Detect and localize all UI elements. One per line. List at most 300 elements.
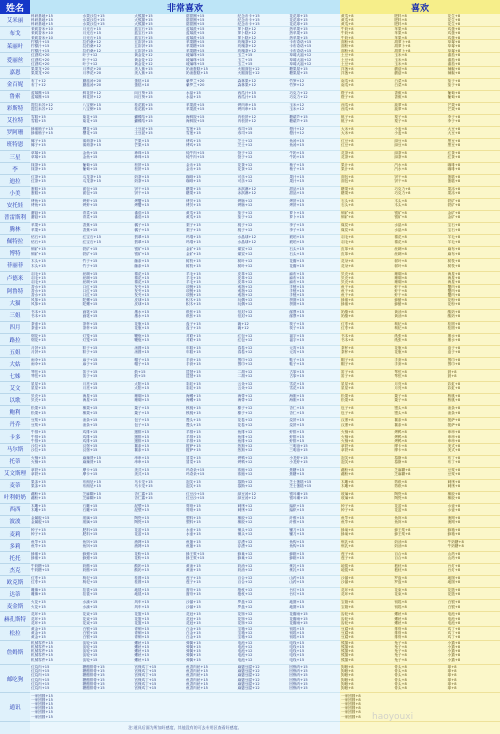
like-gift: 手套+8 [394,358,407,363]
like-gift: 珊瑚+8 [394,271,407,276]
like-gift: 炼乳+8 [341,540,354,545]
like-gift: 巧克力+8 [394,191,411,196]
like-gift: 面粉+8 [341,44,354,49]
like-gift: 慕斯+8 [394,459,407,464]
love-gift: 白银+15 [82,626,98,631]
like-gift: 芒果+8 [447,102,461,107]
like-gift: 橙子+8 [341,90,354,95]
like-gift: 薯条+8 [394,418,407,423]
like-gift: 木头+8 [394,199,407,204]
love-gift: 菊花+15 [82,119,98,124]
love-gift: 柠檬汁+15 [31,44,50,49]
love-gift: 银耳羹+15 [289,491,308,496]
love-gift: 羊排+15 [186,438,201,443]
like-gift: 花束+8 [394,588,407,593]
love-gift: 沙漏+15 [186,600,201,605]
like-row [340,223,500,235]
like-gift: 金矿+8 [447,211,461,216]
love-gift: 钥匙+15 [289,635,305,640]
like-row [340,322,500,334]
like-gift: 玉米+8 [394,53,407,58]
love-gift: 芒果+15 [134,143,150,148]
like-gift: 蜂蜜+8 [341,297,354,302]
love-row [30,382,340,394]
love-gift: 玛奇朵+15 [186,471,205,476]
love-gift: 鱼排+12 [237,434,253,439]
love-gift: 机械零件+15 [31,645,53,650]
love-gift: 剪纸+15 [186,503,201,508]
love-gift: 蜂王浆+15 [186,556,205,561]
love-gift: 芝士+12 [237,138,253,143]
love-gift: 小龙虾+15 [289,459,308,464]
love-gift: 巧克力+12 [289,94,308,99]
love-gift: 玛瑙+15 [186,239,201,244]
love-gift: 乌龙茶+15 [82,179,102,184]
love-gift: 笛子+15 [82,370,98,375]
love-gift: 羊排+15 [186,434,201,439]
love-gift: 金属板+15 [31,520,50,525]
love-gift: 串串+15 [134,455,150,460]
love-gift: 琵琶+15 [186,370,201,375]
love-gift: 鱼香肉丝+15 [186,669,208,674]
love-gift: 苹果糖+15 [186,44,205,49]
love-gift: 炼乳+15 [289,568,305,573]
love-gift: 芝士蛋糕+15 [289,479,312,484]
love-row [30,310,340,322]
like-gift: 水晶+8 [394,223,407,228]
like-gift: 鸡蛋+8 [447,27,461,32]
love-gift: 木雕+15 [31,503,46,508]
love-gift: 宝箱+12 [237,626,253,631]
love-gift: 抹茶+15 [31,167,46,172]
like-gift: 地图+8 [447,580,461,585]
love-gift: 甜甜圈+15 [186,14,205,18]
love-gift: 苹果糖+15 [186,40,205,45]
villager-name: 松拉 [0,627,30,641]
like-gift: 种子+8 [341,508,354,513]
villager-name: 金百妮 [0,79,30,91]
villager-name: 茱丽叶 [0,40,30,53]
like-gift: 糖果+8 [341,191,354,196]
like-gift: 红枣+8 [341,326,354,331]
love-gift: 茄子+12 [237,215,253,220]
love-gift: 茉莉香米+10 [31,31,53,36]
love-gift: 咖啡+15 [186,175,201,180]
love-row [30,272,340,285]
love-gift: 烧饼+15 [289,418,305,423]
love-gift: 回锅肉+15 [289,681,308,686]
love-gift: 鱼饵+15 [82,544,98,549]
villager-name: 爱丽丝 [0,53,30,66]
like-gift: 琴弦+8 [394,370,407,375]
love-gift: 齿轮+15 [82,645,98,650]
love-row [30,641,340,665]
love-gift: 大熊猫+15 [134,14,153,18]
like-gift: 鱼饵+8 [394,520,407,525]
love-gift: 橘子+15 [134,223,150,228]
like-gift: 番茄+8 [447,57,461,62]
love-gift: 月饼+15 [31,350,46,355]
love-gift: 莲子+15 [186,576,201,581]
like-gift: 陶瓷+8 [394,496,407,501]
love-gift: 樱花+15 [82,126,98,131]
love-gift: 齿轮+15 [82,653,98,658]
love-gift: 钻石+15 [31,239,46,244]
love-gift: 果冻+15 [31,483,46,488]
like-row [340,14,500,27]
love-gift: 肉松饼+12 [237,119,257,124]
like-gift: 茄子+8 [447,82,461,87]
love-gift: 金鱼+15 [82,155,98,160]
like-gift: 一家团圆+8 [341,714,361,719]
love-gift: 黄瓜+15 [186,211,201,216]
love-gift: 橡胶+12 [237,515,253,520]
love-gift: 蝴蝶结+15 [134,119,153,124]
love-gift: 饺子+12 [237,150,253,155]
love-gift: 钥匙+15 [289,626,305,631]
villager-name: 马尔斯 [0,444,30,456]
love-gift: 蜂蜜+15 [31,556,46,561]
villager-name: 李 [0,163,30,175]
like-gift: 刺绣+8 [447,483,461,488]
like-gift: 玉米+8 [394,57,407,62]
like-gift: 蟹肉+8 [447,293,461,298]
love-gift: 地毯+15 [134,588,150,593]
love-gift: 石雕+15 [82,503,98,508]
love-gift: 烤肠+12 [237,203,253,208]
love-gift: 一家团圆+15 [31,697,53,702]
love-gift: 信封+12 [237,314,253,319]
love-gift: 塑料+15 [186,515,201,520]
love-gift: 风筝+15 [31,297,46,302]
like-gift: 花环+8 [341,588,354,593]
love-row [30,444,340,456]
like-gift: 绿豆+8 [394,143,407,148]
love-row [30,430,340,443]
like-gift: 狗粮+8 [341,677,354,682]
love-row [30,91,340,103]
like-row [340,163,500,175]
love-gift: 沙漏+15 [186,604,201,609]
like-gift: 面粉+8 [341,40,354,45]
love-gift: 甜甜圈+15 [186,18,205,23]
like-gift: 抱枕+8 [394,568,407,573]
love-gift: 向日葵+15 [134,90,153,95]
love-gift: 电池+12 [237,649,253,654]
love-gift: 玉兰+15 [237,61,253,66]
love-gift: 麻布+15 [289,275,305,280]
love-gift: 彩虹+15 [186,386,201,391]
villager-name: 麦蒂 [0,480,30,492]
love-gift: 二胡+12 [237,374,253,379]
love-gift: 泥塑+15 [134,503,150,508]
love-gift: 烟花+15 [31,334,46,339]
like-gift: 花篮+8 [447,588,461,593]
love-gift: 汉堡+15 [82,447,98,452]
love-gift: 猪排+15 [134,438,150,443]
love-gift: 苹果派+15 [186,102,205,107]
love-gift: 竹子+15 [82,259,98,264]
love-gift: 奶油+12 [237,564,253,569]
like-gift: 鸡丁+8 [447,635,461,640]
love-gift: 古筝+15 [289,370,305,375]
like-gift: 黄瓜+8 [341,22,354,27]
love-gift: 黄油+15 [186,564,201,569]
villager-name: 卢德米 [0,272,30,285]
love-gift: 饼干+15 [134,191,150,196]
like-gift: 纸张+8 [394,338,407,343]
love-row [30,665,340,693]
like-gift: 花粉+8 [447,302,461,307]
love-gift: 黄金+15 [31,630,46,635]
love-gift: 椰子+15 [31,143,46,148]
love-row [30,298,340,310]
love-gift: 元宵+15 [289,346,305,351]
like-gift: 奶酪+8 [341,314,354,319]
like-row [340,394,500,406]
love-gift: 红宝石+15 [82,239,102,244]
love-gift: 纤维+15 [289,520,305,525]
love-gift: 薄荷茶+15 [82,143,102,148]
love-gift: 螺丝+15 [134,649,150,654]
like-gift: 白银+8 [447,600,461,605]
love-gift: 月亮+15 [82,382,98,387]
like-gift: 抱枕+8 [394,564,407,569]
like-gift: 白银+8 [447,604,461,609]
love-gift: 西瓜汁+15 [237,90,257,95]
love-gift: 围巾+12 [237,362,253,367]
love-row [30,67,340,79]
love-gift: 三明治+15 [289,447,308,452]
love-gift: 橡胶+12 [237,520,253,525]
love-gift: 拿铁+15 [31,467,46,472]
love-gift: 围巾+12 [237,358,253,363]
love-row [30,627,340,641]
love-gift: 玩偶+12 [237,302,253,307]
love-gift: 翡翠+15 [134,235,150,240]
love-gift: 银矿+15 [134,251,150,256]
like-gift: 花茶+8 [341,155,354,160]
love-gift: 羊排+15 [186,430,201,435]
love-gift: 皮球+15 [134,302,150,307]
like-gift: 果汁+8 [341,163,354,168]
love-gift: 积木+15 [186,297,201,302]
like-gift: 蜂王浆+8 [394,532,411,537]
love-gift: 泡芙+15 [186,479,201,484]
love-gift: 回锅肉+15 [289,686,308,690]
love-gift: 糖醋排骨+15 [82,665,105,669]
like-gift: 蛋糕+8 [447,179,461,184]
like-gift: 球+8 [447,669,457,674]
like-gift: 馒头+8 [394,410,407,415]
villager-name: 罗阿珊 [0,127,30,139]
love-gift: 牛奶糖+15 [31,564,50,569]
love-gift: 科研基地+15 [31,22,53,27]
footer-note: 注:道具后面为所加好感度，其他没有的可去专用区查看好感度。 [30,722,340,734]
love-row [30,175,340,187]
like-row [340,115,500,127]
love-gift: 糖果屋+15 [289,66,308,71]
villager-name-column [0,14,30,734]
love-gift: 宫保鸡丁+15 [134,665,157,669]
love-gift: 番茄+15 [134,215,150,220]
love-gift: 五彩饼+15 [134,48,153,53]
love-gift: 地毯+15 [134,592,150,597]
love-gift: 齿轮+15 [82,657,98,662]
love-gift: 花盆+15 [134,532,150,537]
love-gift: 披萨+15 [186,447,201,452]
love-gift: 芝麻糊+15 [82,496,102,501]
like-gift: 桂圆+8 [447,326,461,331]
like-gift: 蜂箱+8 [447,528,461,532]
love-row [30,468,340,480]
love-gift: 机械零件+15 [31,657,53,662]
love-gift: 机械零件+15 [31,640,53,645]
love-gift: 鱼香肉丝+15 [186,686,208,690]
love-gift: 花束+15 [82,612,98,617]
love-row [30,223,340,235]
love-gift: 鞭炮+15 [134,334,150,339]
love-gift: 白银+15 [82,630,98,635]
like-row [340,456,500,468]
villager-name: 叶利奶奶 [0,492,30,504]
love-gift: 石头+15 [289,251,305,256]
love-gift: 烧饼+15 [289,422,305,427]
love-gift: 花冠+15 [186,620,201,625]
like-gift: 串串+8 [447,438,461,443]
love-gift: 提拉米苏+12 [31,102,53,107]
love-gift: 雪糕+15 [31,119,46,124]
header-like: 喜欢 [340,0,500,14]
love-row [30,163,340,175]
like-gift: 牛奶+8 [341,35,354,40]
like-gift: 铜矿+8 [341,215,354,220]
like-gift: 树枝+8 [447,259,461,264]
love-gift: 花饰+12 [237,616,253,621]
love-gift: 项链+15 [186,293,201,298]
love-gift: 金矿+15 [186,247,201,252]
love-gift: 鱼汤+15 [289,143,305,148]
love-gift: 金币+15 [186,163,201,168]
villager-name: 阿鲁特 [0,285,30,298]
like-gift: 李子+8 [447,114,461,119]
love-gift: 鼓+15 [134,374,146,379]
love-gift: 苹果派+15 [186,106,205,111]
like-gift: 山药+8 [447,556,461,561]
love-gift: 宝箱+12 [237,630,253,635]
like-gift: 奶油+8 [394,540,407,545]
love-gift: 雪花+15 [289,386,305,391]
love-gift: 奶油蛋糕+15 [186,70,208,75]
love-gift: 蘑菇+15 [31,211,46,216]
love-gift: 紫罗兰+20 [186,78,205,83]
love-gift: 杏仁露+15 [134,491,153,496]
love-gift: 海带+12 [237,394,253,399]
like-gift: 橙子+8 [341,94,354,99]
villager-name: 彩斯特 [0,103,30,115]
like-row [340,199,500,211]
love-gift: 宫保鸡丁+15 [134,681,157,686]
love-gift: 草莓大福+12 [289,61,312,66]
love-gift: 白金+15 [186,635,201,640]
love-gift: 花茶+12 [237,167,253,172]
love-gift: 大熊猫+15 [134,18,153,23]
like-gift: 彩虹+8 [447,386,461,391]
love-gift: 红枣+15 [31,576,46,581]
like-gift: 酸奶+8 [447,309,461,314]
like-gift: 罗盘+8 [394,580,407,585]
like-gift: 墨水+8 [447,334,461,339]
love-gift: 卡布奇诺+15 [289,40,312,45]
love-gift: 布朗尼+15 [82,479,102,484]
love-gift: 种子+15 [31,528,46,532]
like-gift: 芒果+8 [447,106,461,111]
love-gift: 烤鸭+12 [237,459,253,464]
love-row [30,516,340,528]
love-gift: 玛奇朵+15 [186,467,205,472]
love-gift: 泥塑+15 [134,508,150,513]
love-gift: 玻璃+15 [82,520,98,525]
like-gift: 地图+8 [447,576,461,581]
like-gift: 串串+8 [447,430,461,435]
villager-name: 路拉 [0,334,30,346]
love-gift: 玫瑰茶+12 [237,44,257,49]
love-gift: 海鲜饭+15 [186,114,205,119]
villager-name: 班特恩 [0,139,30,151]
love-gift: 汉堡+15 [82,443,98,448]
love-gift: 竹子+15 [82,263,98,268]
love-gift: 蘑菇+15 [31,215,46,220]
love-gift: 浮漂+12 [237,544,253,549]
love-gift: 水壶+15 [186,528,201,532]
love-gift: 松果+15 [31,406,46,411]
love-gift: 虾排+15 [289,434,305,439]
love-gift: 柠檬汁+15 [31,40,50,45]
love-gift: 贝壳+15 [31,398,46,403]
love-gift: 三明治+15 [289,443,308,448]
love-gift: 玉兰+15 [237,53,253,58]
love-gift: 蜂箱+15 [289,556,305,561]
like-gift: 包子+8 [341,406,354,411]
love-gift: 可乐+12 [237,179,253,184]
love-gift: 发夹+15 [134,293,150,298]
like-gift: 蜂王浆+8 [394,528,411,532]
love-gift: 栗子+15 [134,406,150,411]
love-row [30,151,340,163]
love-gift: 二胡+12 [237,370,253,375]
love-gift: 电池+12 [237,653,253,658]
like-gift: 小猫+8 [447,657,461,662]
like-gift: 螺丝+8 [394,620,407,625]
love-gift: 一家团圆+15 [31,701,53,706]
love-gift: 橘子+15 [134,227,150,232]
love-gift: 台灯+15 [289,592,305,597]
love-gift: 木头+15 [31,259,46,264]
love-gift: 水滴+15 [82,600,98,605]
like-row [340,53,500,66]
like-gift: 熊猫+8 [341,645,354,650]
like-gift: 摩卡+8 [394,443,407,448]
like-gift: 泡芙+8 [341,459,354,464]
like-gift: 拿铁+8 [341,447,354,452]
love-gift: 碗+12 [237,326,249,331]
love-gift: 电池+12 [237,657,253,662]
like-gift: 番茄+8 [447,53,461,58]
love-row [30,285,340,298]
love-row [30,115,340,127]
like-gift: 煤炭+8 [341,227,354,232]
like-row [340,259,500,271]
